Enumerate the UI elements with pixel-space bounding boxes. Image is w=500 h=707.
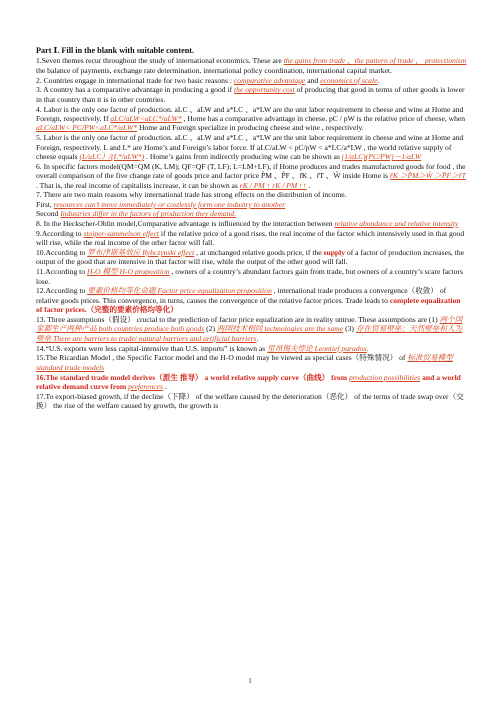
q9-answer: stolper-sammelson effect <box>83 228 160 238</box>
q15-answer: 标准贸易模型 standard trade models <box>36 353 453 372</box>
q2-answer-2: economics of scale <box>320 75 378 85</box>
question-7 <box>36 190 468 218</box>
q14-answer: 里昂惕夫悖论 Leontief paradox <box>267 343 367 353</box>
q9-text-end: if the relative price of a good rises, the real income of the factor which intensively used in that good will rise, while the real income of the other factor will fall. <box>36 228 465 248</box>
question-13 <box>36 315 468 343</box>
question-4 <box>36 105 468 133</box>
q13-text: 13. Three assumptions（假设） crucial to the prediction of factor price equalization are in reality untrue. These assumptions are (1) <box>36 315 440 325</box>
q14-text: 14.“U.S. exports were less capital-intensive than U.S. imports” is known as <box>36 343 268 353</box>
question-11 <box>36 267 468 286</box>
worksheet-page <box>36 46 468 411</box>
question-12 <box>36 286 468 314</box>
q5-text-mid: . Home’s gains from indirectly producing wine can be shown as <box>144 152 342 162</box>
q7-text: 7. There are two main reasons why international trade has strong effects on the distribution of income. <box>36 190 347 200</box>
q12-emphasis: complete equalization of factor prices.（完整的要素价格均等化） <box>36 295 461 315</box>
question-15 <box>36 353 468 372</box>
q10-answer: 罗布津斯基效应 Rybczynski effect <box>87 248 195 258</box>
q7-answer-2: Industries differ in the factors of production they demand. <box>60 209 237 219</box>
q2-text-end: . <box>377 75 380 85</box>
q8-answer: relative abundance and relative intensity <box>334 219 459 229</box>
q13-answer-1: 两个国家都生产两种产品 both countries produce both goods <box>36 315 463 334</box>
question-2 <box>36 76 468 85</box>
q4-text-end: Home and Foreign specialize in producing cheese and wine , respectively. <box>137 123 364 133</box>
q13-answer-2: 两国技术相同 technologies are the same <box>216 324 344 334</box>
q11-text: 11.According to <box>36 267 87 277</box>
q11-answer: H-O 模型 H-O proposition <box>86 267 170 277</box>
q13-text-mid-1: (2) <box>204 324 217 334</box>
q4-answer-1: aLC/aLW<aLC*/aLW* <box>110 114 182 124</box>
q3-text: 3. A country has a comparative advantage in producing a good if <box>36 85 235 95</box>
q16-answer-2: preferences <box>128 382 163 392</box>
q5-answer-2: (1/aLC)(PC/PW)－1/aLW <box>341 152 422 162</box>
question-14 <box>36 344 468 353</box>
q7-first-label: First, <box>36 199 54 209</box>
question-9 <box>36 229 468 248</box>
q2-answer-1: comparative advantage <box>233 75 306 85</box>
q7-second-label: Second <box>36 209 61 219</box>
q2-text-mid: and <box>305 75 321 85</box>
q10-text-mid: , at unchanged relative goods price, if the <box>194 248 324 258</box>
q6-answer-2: rK / PM ↑ rK / PM ↑↑ <box>239 180 307 190</box>
q4-answer-2: aLC/aLW< PC/PW<aLC*/aLW* <box>36 123 138 133</box>
question-1 <box>36 56 468 75</box>
question-16 <box>36 373 468 392</box>
q4-text: 4. Labor is the only one factor of production. aLC 、aLW and a*LC 、a*LW are the unit labor requirement in cheese and wine at Home and Foreign, respectively. If <box>36 104 464 124</box>
q15-text: 15.The Ricardian Model , the Specific Factor model and the H-O model may be viewed as special cases（特殊情况） of <box>36 353 408 363</box>
q13-answer-3: 存在贸易壁垒；天然壁垒和人为壁垒 There are barriers to trade/ natural barriers and artificial barriers <box>36 324 463 343</box>
q16-text: 16.The standard trade model derives（派生 推导） a world relative supply curve（曲线） from <box>36 372 349 382</box>
q5-answer-1: (L/aLC）/(L*/aLW*) <box>79 152 145 162</box>
q17-text: 17.To export-biased growth, if the decline（下降） of the welfare caused by the deterioration（恶化） of the terms of trade swap over（交换） the rise of the welfare caused by growth, the growth is <box>36 391 464 411</box>
q10-text: 10.According to <box>36 248 88 258</box>
q7-answer-1: resources can’t move immediately or costlessly form one industry to another <box>53 199 286 209</box>
q6-text: 6. In specific factors model(QM=QM (K, LM); QF=QF (T, LF); L=LM+LF), if Home produces and trades manufactured goods for food , the overall comparison of the five change rate of goods price and factor price P̂M 、P̂F 、r̂K 、r̂T 、Ŵ inside Home is <box>36 161 466 181</box>
q10-text-end: of a factor of production increases, the output of the good that are intensive in that factor will rise, while the output of the other good will fall. <box>36 248 464 267</box>
q6-answer-1: r̂K ＞P̂M＞Ŵ ＞P̂F＞r̂T <box>389 171 466 181</box>
q1-text-end: the balance of payments, exchange rate determination, international policy coordination, international capital market. <box>36 65 392 75</box>
q6-text-mid: . That is, the real income of capitalists increase, it can be shown as <box>36 180 240 190</box>
q3-text-end: of producing that good in terms of other goods is lower in that country than it is in other countries. <box>36 85 465 104</box>
question-5 <box>36 133 468 161</box>
q9-text: 9.According to <box>36 228 84 238</box>
page-number: 1 <box>248 677 252 685</box>
q1-text: 1.Seven themes recur throughout the study of international economics. These are <box>36 56 284 66</box>
q8-text: 8. In the Heckscher-Ohlin model,Comparative advantage is influenced by the interaction between <box>36 219 335 229</box>
q12-text: 12.According to <box>36 286 88 296</box>
q6-text-end: . <box>306 180 311 190</box>
q14-text-end: . <box>366 343 369 353</box>
question-3 <box>36 85 468 104</box>
question-8 <box>36 219 468 228</box>
q13-text-end: . <box>256 333 259 343</box>
q12-answer: 要素价格均等化命题 Factor price equalization proposition <box>87 286 272 296</box>
q12-text-mid: , international trade produces a convergence（收敛） of relative goods prices. This convergence, in turns, causes the convergence of the relative factor prices. Trade leads to <box>36 286 447 305</box>
question-17 <box>36 392 468 411</box>
q2-text: 2. Countries engage in international trade for two basic reasons : <box>36 75 234 85</box>
q16-answer-1: production possibilities <box>348 372 421 382</box>
question-6 <box>36 162 468 190</box>
q11-text-end: , owners of a country’s abundant factors gain from trade, but owners of a country’s scare factors lose. <box>36 267 463 286</box>
part-title: Part Ⅰ. Fill in the blank with suitable content. <box>36 46 195 55</box>
q10-emphasis: supply <box>323 248 346 258</box>
q13-text-mid-2: (3) <box>343 324 356 334</box>
q3-answer: the opportunity cost <box>234 85 295 95</box>
question-10 <box>36 248 468 267</box>
q16-text-mid: and a world relative demand curve from <box>36 372 461 392</box>
q5-text: 5. Labor is the only one factor of production. aLC 、aLW and a*LC 、a*LW are the unit labor requirement in cheese and wine at Home and Foreign, respectively. L and L* are Home’s and Foreign’s labor force. If aLC/aLW < pC/pW < a*LC/a*LW , the world relative supply of cheese equals <box>36 133 464 162</box>
q16-text-end: . <box>162 382 167 392</box>
q1-answer: the gains from trade ，the pattern of trade ， protectionism <box>283 56 467 66</box>
q4-text-mid: , Home has a comparative advantage in cheese. pC / pW is the relative price of cheese, when <box>181 114 466 124</box>
